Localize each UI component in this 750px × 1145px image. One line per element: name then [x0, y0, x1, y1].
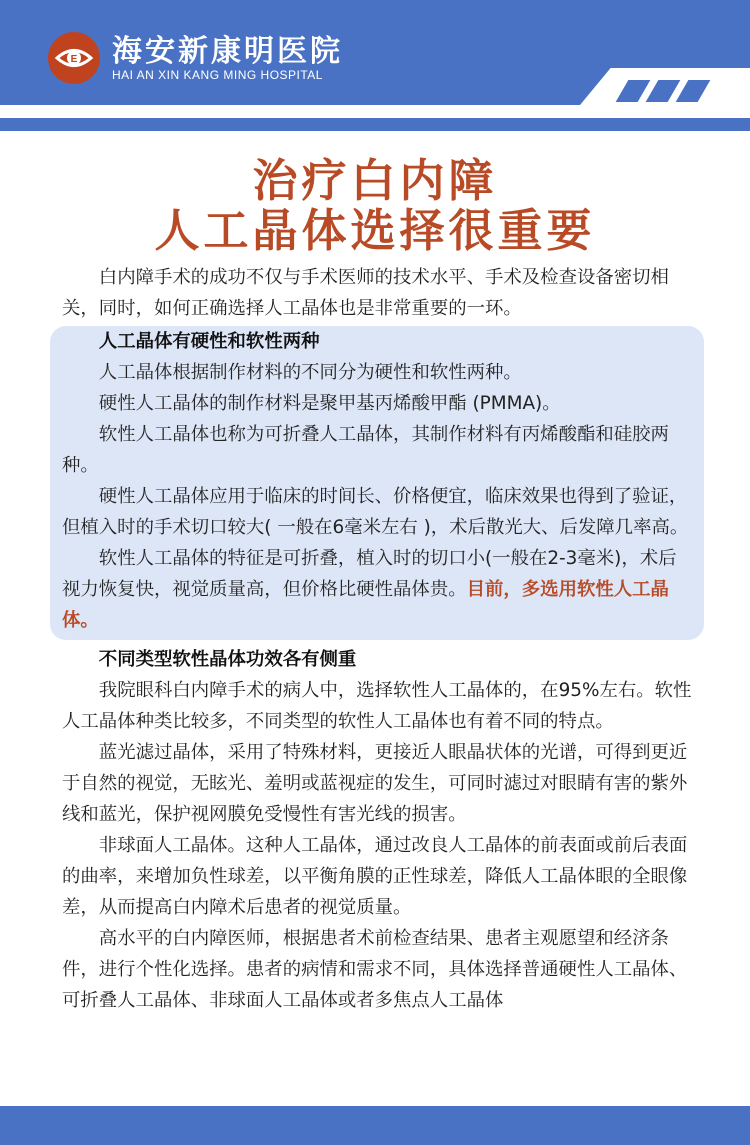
hospital-name: 海安新康明医院 [112, 34, 343, 69]
svg-text:E: E [70, 54, 78, 65]
intro-paragraph: 白内障手术的成功不仅与手术医师的技术水平、手术及检查设备密切相关，同时，如何正确选择人工晶体也是非常重要的一环。 [62, 267, 669, 319]
header-line [0, 118, 750, 131]
hospital-name-en: HAI AN XIN KANG MING HOSPITAL [112, 68, 323, 82]
page-title-line1: 治疗白内障 [252, 154, 498, 207]
section2-paragraph: 蓝光滤过晶体，采用了特殊材料，更接近人眼晶状体的光谱，可得到更近于自然的视觉，无眩光、羞明或蓝视症的发生，可同时滤过对眼睛有害的紫外线和蓝光，保护视网膜免受慢性有害光线的损害。 [62, 742, 688, 825]
section2-heading: 不同类型软性晶体功效各有侧重 [98, 649, 357, 670]
section1-paragraph: 硬性人工晶体应用于临床的时间长、价格便宜，临床效果也得到了验证，但植入时的手术切口较大( 一般在6毫米左右 )，术后散光大、后发障几率高。 [62, 486, 689, 538]
highlight-box [50, 326, 704, 640]
section1-paragraph: 硬性人工晶体的制作材料是聚甲基丙烯酸甲酯 (PMMA)。 [98, 393, 561, 414]
section1-paragraph: 人工晶体根据制作材料的不同分为硬性和软性两种。 [98, 362, 522, 383]
section1-paragraph [62, 543, 692, 636]
footer-band [0, 1106, 750, 1145]
page-title-line2: 人工晶体选择很重要 [154, 204, 596, 257]
section1-paragraph: 软性人工晶体也称为可折叠人工晶体，其制作材料有丙烯酸酯和硅胶两种。 [62, 424, 669, 476]
section1-p5-text: 软性人工晶体的特征是可折叠，植入时的切口小(一般在2-3毫米)，术后视力恢复快，视觉质量高，但价格比硬性晶体贵。 [62, 548, 677, 600]
section2-paragraph: 非球面人工晶体。这种人工晶体，通过改良人工晶体的前表面或前后表面的曲率，来增加负性球差，以平衡角膜的正性球差，降低人工晶体眼的全眼像差，从而提高白内障术后患者的视觉质量。 [62, 835, 688, 918]
section2-paragraph: 我院眼科白内障手术的病人中，选择软性人工晶体的，在95%左右。软性人工晶体种类比较多，不同类型的软性人工晶体也有着不同的特点。 [62, 680, 692, 732]
section1-heading: 人工晶体有硬性和软性两种 [98, 331, 320, 352]
section2-paragraph: 高水平的白内障医师，根据患者术前检查结果、患者主观愿望和经济条件，进行个性化选择。患者的病情和需求不同，具体选择普通硬性人工晶体、可折叠人工晶体、非球面人工晶体或者多焦点人工晶体 [62, 928, 688, 1011]
article-body [62, 262, 692, 1016]
emphasis-text: 目前，多选用软性人工晶体。 [62, 579, 669, 631]
eye-logo-icon [48, 32, 100, 84]
